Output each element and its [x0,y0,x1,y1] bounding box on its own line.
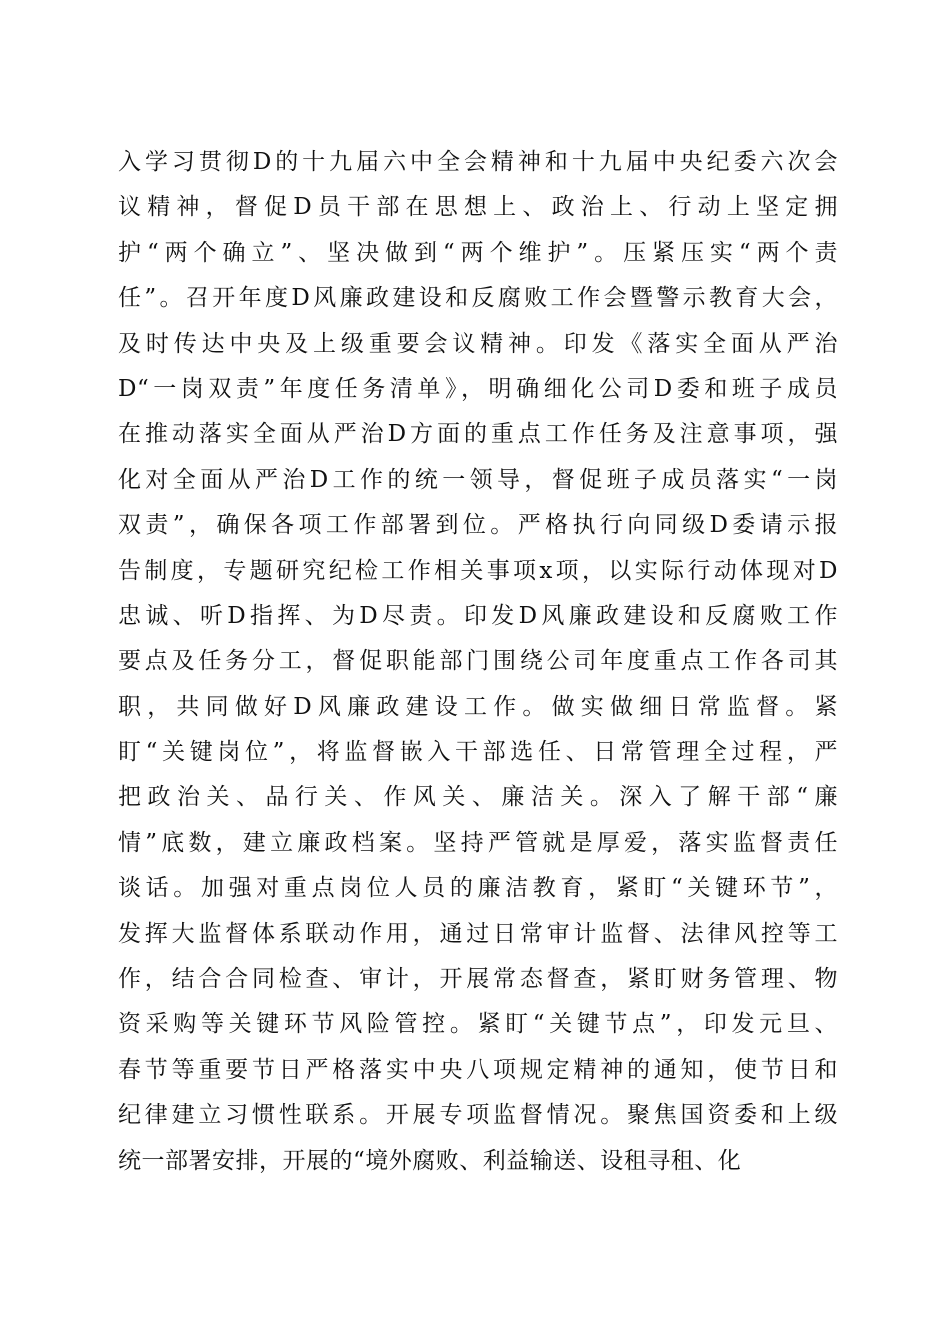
text-line-17: 谈话。加强对重点岗位人员的廉洁教育，紧盯“关键环节”， [118,875,838,902]
text-line-16: 情”底数，建立廉政档案。坚持严管就是厚爱，落实监督责任 [118,829,838,856]
text-line-15: 把政治关、品行关、作风关、廉洁关。深入了解干部“廉 [118,784,838,811]
text-line-3: 护“两个确立”、坚决做到“两个维护”。压紧压实“两个责 [118,239,838,266]
text-line-21: 春节等重要节日严格落实中央八项规定精神的通知，使节日和 [118,1056,838,1083]
text-line-8: 化对全面从严治D工作的统一领导，督促班子成员落实“一岗 [118,466,838,493]
text-line-6: D“一岗双责”年度任务清单》，明确细化公司D委和班子成员 [118,375,838,402]
text-line-10: 告制度，专题研究纪检工作相关事项x项，以实际行动体现对D [118,557,838,584]
text-line-13: 职，共同做好D风廉政建设工作。做实做细日常监督。紧 [118,693,838,720]
text-line-23: 统一部署安排，开展的“境外腐败、利益输送、设租寻租、化 [118,1147,742,1174]
text-line-19: 作，结合合同检查、审计，开展常态督查，紧盯财务管理、物 [118,966,838,993]
text-line-20: 资采购等关键环节风险管控。紧盯“关键节点”，印发元旦、 [118,1011,838,1038]
text-line-4: 任”。召开年度D风廉政建设和反腐败工作会暨警示教育大会， [118,285,838,312]
text-line-18: 发挥大监督体系联动作用，通过日常审计监督、法律风控等工 [118,920,838,947]
text-line-11: 忠诚、听D指挥、为D尽责。印发D风廉政建设和反腐败工作 [118,602,838,629]
text-line-2: 议精神，督促D员干部在思想上、政治上、行动上坚定拥 [118,194,838,221]
text-line-12: 要点及任务分工，督促职能部门围绕公司年度重点工作各司其 [118,648,838,675]
text-line-1: 入学习贯彻D的十九届六中全会精神和十九届中央纪委六次会 [118,149,838,175]
body-text [118,140,838,1184]
text-line-5: 及时传达中央及上级重要会议精神。印发《落实全面从严治 [118,330,838,357]
text-line-22: 纪律建立习惯性联系。开展专项监督情况。聚焦国资委和上级 [118,1102,838,1129]
text-line-9: 双责”，确保各项工作部署到位。严格执行向同级D委请示报 [118,512,838,539]
text-line-7: 在推动落实全面从严治D方面的重点工作任务及注意事项，强 [118,421,838,448]
text-line-14: 盯“关键岗位”，将监督嵌入干部选任、日常管理全过程，严 [118,739,838,766]
